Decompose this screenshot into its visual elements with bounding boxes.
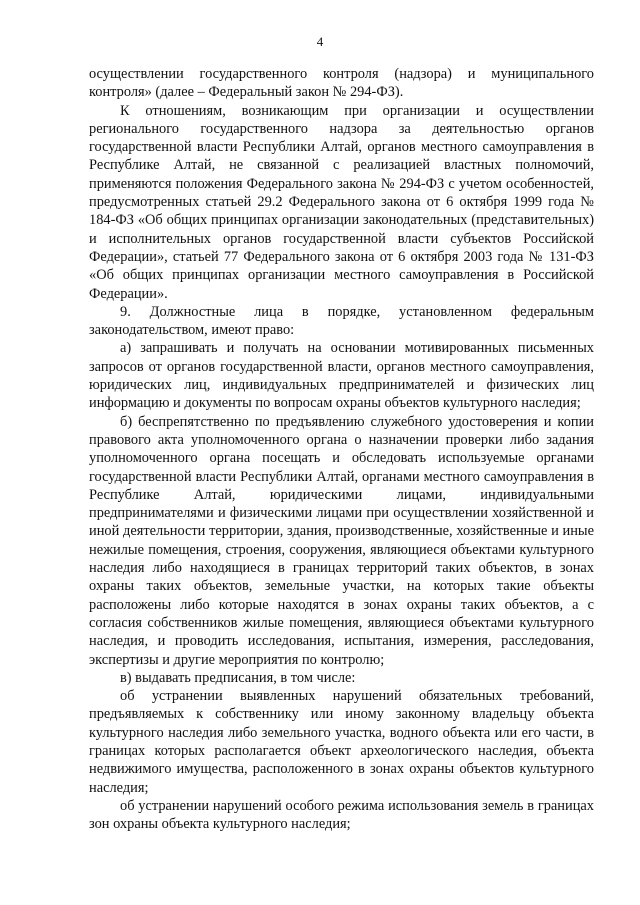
paragraph-violations: об устранении выявленных нарушений обязательных требований, предъявляемых к собственнику или иному законному владельцу объекта культурного наследия либо земельного участка, водного объекта или его части, в границах которых располагается объект археологического наследия, объекта недвижимого имущества, расположенного в зонах охраны объектов культурного наследия; — [89, 688, 594, 796]
paragraph-item-9: 9. Должностные лица в порядке, установленном федеральным законодательством, имеют право: — [89, 303, 594, 339]
paragraph-continuation: осуществлении государственного контроля (надзора) и муниципального контроля» (далее – Федеральный закон № 294-ФЗ). — [89, 66, 594, 101]
page-number: 4 — [316, 34, 324, 49]
paragraph-subitem-b: б) беспрепятственно по предъявлению служебного удостоверения и копии правового акта уполномоченного органа о назначении проверки либо задания уполномоченного органа посещать и обследовать используемые органами государственной власти Республики Алтай, органами местного самоуправления в Республике Алтай, юридическими лицами, индивидуальными предпринимателями и физическими лицами при осуществлении хозяйственной и иной деятельности территории, здания, производственные, хозяйственные и иные нежилые помещения, строения, сооружения, являющиеся объектами культурного наследия либо находящиеся в границах территорий таких объектов, в зонах охраны таких объектов, земельные участки, на которых такие объекты расположены либо которые находятся в зонах охраны таких объектов, а с согласия собственников жилые помещения, являющиеся объектами культурного наследия, и проводить исследования, испытания, измерения, расследования, экспертизы и другие мероприятия по контролю; — [89, 413, 594, 668]
paragraph-special-regime: об устранении нарушений особого режима использования земель в границах зон охраны объекта культурного наследия; — [89, 797, 594, 833]
paragraph-regional-supervision: К отношениям, возникающим при организации и осуществлении регионального государственного надзора за деятельностью органов государственной власти Республики Алтай, органов местного самоуправления в Республике Алтай, не связанной с реализацией властных полномочий, применяются положения Федерального закона № 294-ФЗ с учетом особенностей, предусмотренных статьей 29.2 Федерального закона от 6 октября 1999 года № 184-ФЗ «Об общих принципах организации законодательных (представительных) и исполнительных органов государственной власти субъектов Российской Федерации», статьей 77 Федерального закона от 6 октября 2003 года № 131-ФЗ «Об общих принципах организации местного самоуправления в Российской Федерации». — [89, 102, 594, 302]
paragraph-subitem-v: в) выдавать предписания, в том числе: — [120, 669, 356, 686]
document-body — [89, 65, 594, 833]
paragraph-subitem-a: а) запрашивать и получать на основании мотивированных письменных запросов от органов государственной власти, органов местного самоуправления, юридических лиц, индивидуальных предпринимателей и физических лиц информацию и документы по вопросам охраны объектов культурного наследия; — [89, 340, 594, 412]
